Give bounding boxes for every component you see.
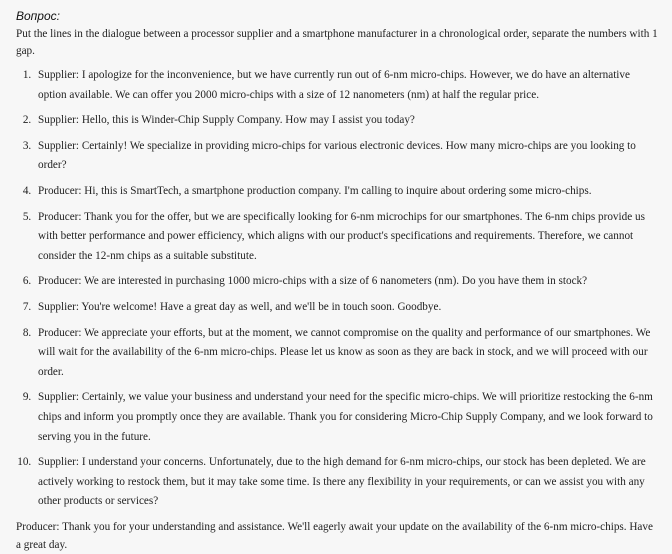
dialogue-list: [14, 66, 658, 512]
dialogue-line-1: 1. Supplier: I apologize for the inconvenience, but we have currently run out of 6-nm micro-chips. However, we do have an alternative option available. We can offer you 2000 micro-chips with a size of 12 nanometers (nm) at half the regular price.: [34, 66, 658, 105]
question-heading: Вопрос:: [16, 9, 60, 23]
question-text: Put the lines in the dialogue between a processor supplier and a smartphone manufacturer in a chronological order, separate the numbers with 1 gap.: [16, 28, 658, 57]
dialogue-line-10: 10. Supplier: I understand your concerns. Unfortunately, due to the high demand for 6-nm micro-chips, our stock has been depleted. We are actively working to restock them, but it may take some time. Is there any flexibility in your requirements, or can we assist you with any other products or services?: [34, 453, 658, 512]
dialogue-line-2: 2. Supplier: Hello, this is Winder-Chip Supply Company. How may I assist you today?: [34, 111, 658, 131]
dialogue-line-5: 5. Producer: Thank you for the offer, but we are specifically looking for 6-nm microchips for our smartphones. The 6-nm chips provide us with better performance and power efficiency, which aligns with our product's specifications and requirements. Therefore, we cannot consider the 12-nm chips as a suitable substitute.: [34, 208, 658, 267]
dialogue-line-9: 9. Supplier: Certainly, we value your business and understand your need for the specific micro-chips. We will prioritize restocking the 6-nm chips and inform you promptly once they are available. Thank you for considering Micro-Chip Supply Company, and we look forward to serving you in the future.: [34, 388, 658, 447]
dialogue-line-7: 7. Supplier: You're welcome! Have a great day as well, and we'll be in touch soon. Goodbye.: [34, 298, 658, 318]
dialogue-line-6: 6. Producer: We are interested in purchasing 1000 micro-chips with a size of 6 nanometers (nm). Do you have them in stock?: [34, 272, 658, 292]
closing-line: Producer: Thank you for your understanding and assistance. We'll eagerly await your update on the availability of the 6-nm micro-chips. Have a great day.: [16, 520, 653, 551]
dialogue-line-8: 8. Producer: We appreciate your efforts, but at the moment, we cannot compromise on the quality and performance of our smartphones. We will wait for the availability of the 6-nm micro-chips. Please let us know as soon as they are back in stock, and we will proceed with our order.: [34, 324, 658, 383]
dialogue-line-3: 3. Supplier: Certainly! We specialize in providing micro-chips for various electronic devices. How many micro-chips are you looking to order?: [34, 137, 658, 176]
dialogue-line-4: 4. Producer: Hi, this is SmartTech, a smartphone production company. I'm calling to inquire about ordering some micro-chips.: [34, 182, 658, 202]
